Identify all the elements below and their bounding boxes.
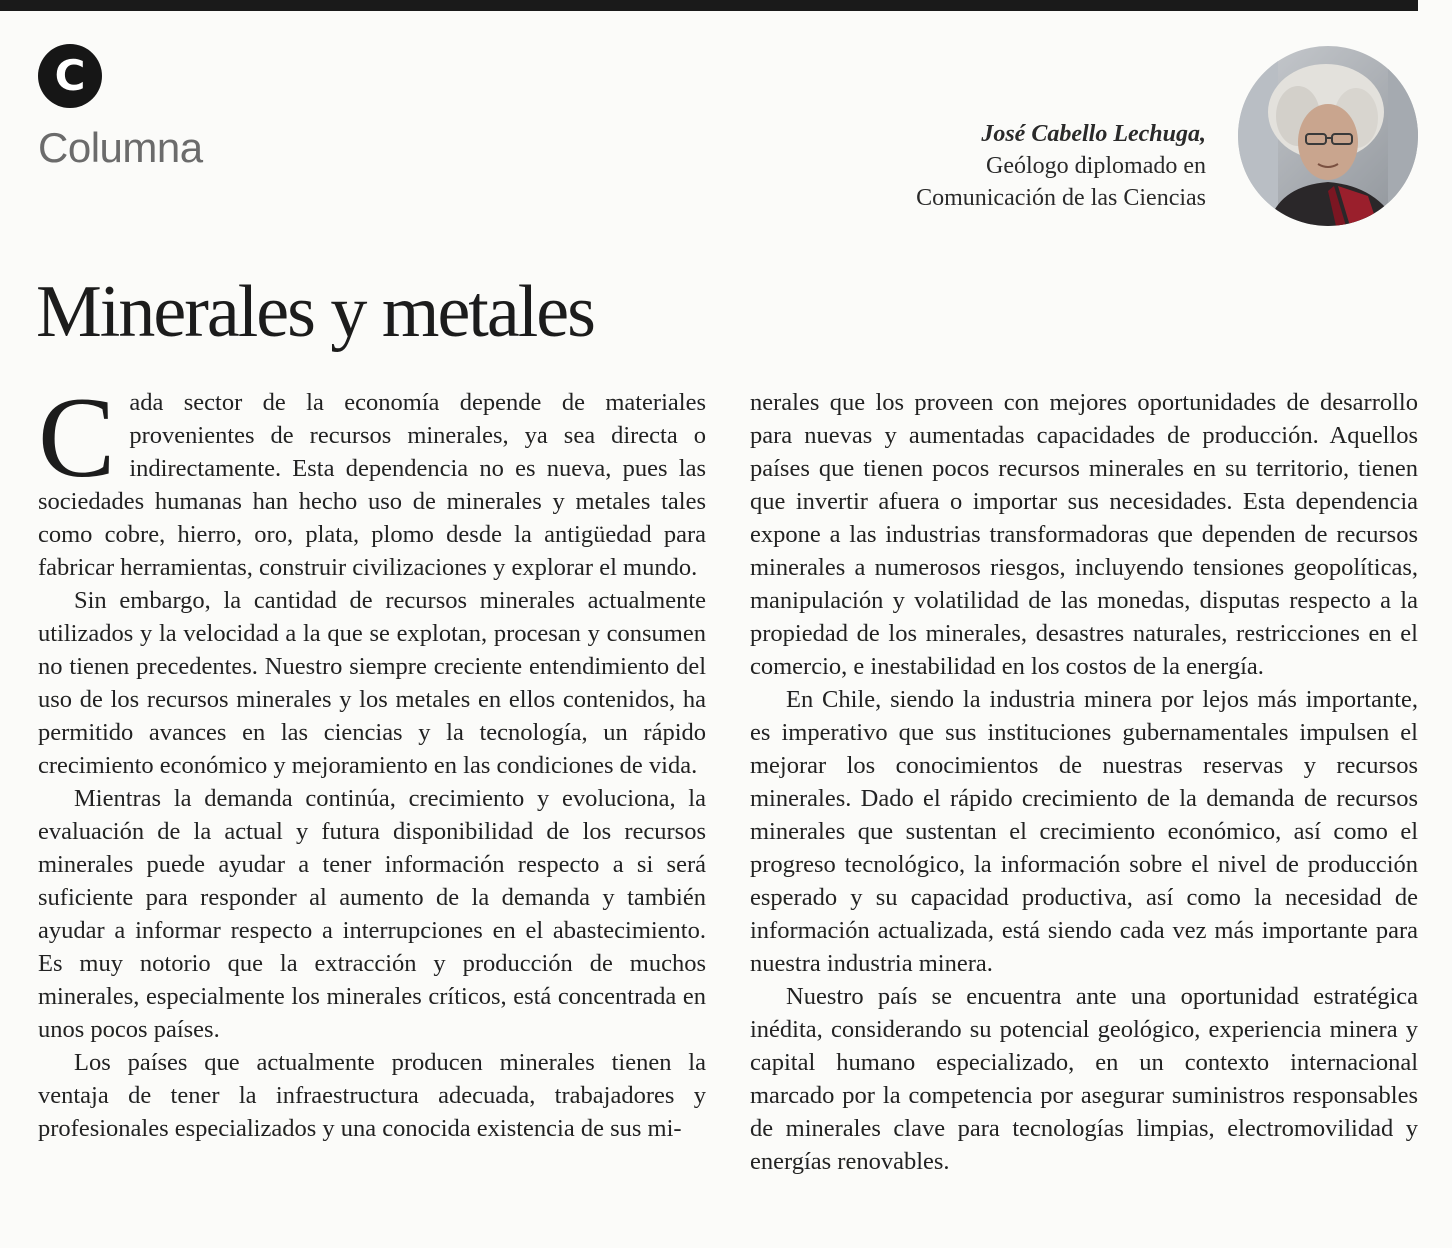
paragraph-2: Sin embargo, la cantidad de recursos minerales actualmente utilizados y la velocidad a la que se explotan, procesan y consumen no tienen precedentes. Nuestro siempre creciente entendimiento del uso de los recursos minerales y los metales en ellos contenidos, ha permitido avances en las ciencias y la tecnología, un rápido crecimiento económico y mejoramiento en las condiciones de vida. <box>38 587 706 779</box>
paragraph-6: Nuestro país se encuentra ante una oportunidad estratégica inédita, considerando su potencial geológico, experiencia minera y capital humano especializado, en un contexto internacional marcado por la competencia por asegurar suministros responsables de minerales clave para tecnologías limpias, electromovilidad y energías renovables. <box>750 983 1418 1175</box>
top-rule <box>0 0 1418 11</box>
article-column-left <box>38 374 706 1226</box>
author-title-line1: Geólogo diplomado en <box>986 153 1206 179</box>
article-column-right <box>750 386 1418 1226</box>
paragraph-4-end: nerales que los proveen con mejores oportunidades de desarrollo para nuevas y aumentadas capacidades de producción. Aquellos países que tienen pocos recursos minerales en su territorio, tienen que invertir afuera o importar sus necesidades. Esta dependencia expone a las industrias transformadoras que dependen de recursos minerales a numerosos riesgos, incluyendo tensiones geopolíticas, manipulación y volatilidad de las monedas, disputas respecto a la propiedad de los minerales, desastres naturales, restricciones en el comercio, e inestabilidad en los costos de la energía. <box>750 389 1418 680</box>
paragraph-1 <box>38 374 706 584</box>
author-title-line2: Comunicación de las Ciencias <box>916 185 1206 211</box>
article-title: Minerales y metales <box>36 271 594 353</box>
paragraph-4-start: Los países que actualmente producen minerales tienen la ventaja de tener la infraestructura adecuada, trabajadores y profesionales especializados y una conocida existencia de sus mi- <box>38 1049 706 1142</box>
author-byline <box>916 118 1206 214</box>
paragraph-3: Mientras la demanda continúa, crecimiento y evoluciona, la evaluación de la actual y futura disponibilidad de los recursos minerales puede ayudar a tener información respecto a si será suficiente para responder al aumento de la demanda y también ayudar a informar respecto a interrupciones en el abastecimiento. Es muy notorio que la extracción y producción de muchos minerales, especialmente los minerales críticos, está concentrada en unos pocos países. <box>38 785 706 1043</box>
section-badge: C <box>38 44 102 108</box>
section-label: Columna <box>38 124 203 171</box>
author-portrait-icon <box>1238 46 1418 226</box>
paragraph-1-text: ada sector de la economía depende de materiales provenientes de recursos minerales, ya sea directa o indirectamente. Esta dependencia no es nueva, pues las sociedades humanas han hecho uso de minerales y metales tales como cobre, hierro, oro, plata, plomo desde la antigüedad para fabricar herramientas, construir civilizaciones y explorar el mundo. <box>38 389 706 581</box>
paragraph-5: En Chile, siendo la industria minera por lejos más importante, es imperativo que sus instituciones gubernamentales impulsen el mejorar los conocimientos de nuestras reservas y recursos minerales. Dado el rápido crecimiento de la demanda de recursos minerales que sustentan el crecimiento económico, así como el progreso tecnológico, la información sobre el nivel de producción esperado y su capacidad productiva, así como la necesidad de información actualizada, está siendo cada vez más importante para nuestra industria minera. <box>750 686 1418 977</box>
author-name: José Cabello Lechuga, <box>981 121 1206 147</box>
drop-cap: C <box>38 374 116 502</box>
